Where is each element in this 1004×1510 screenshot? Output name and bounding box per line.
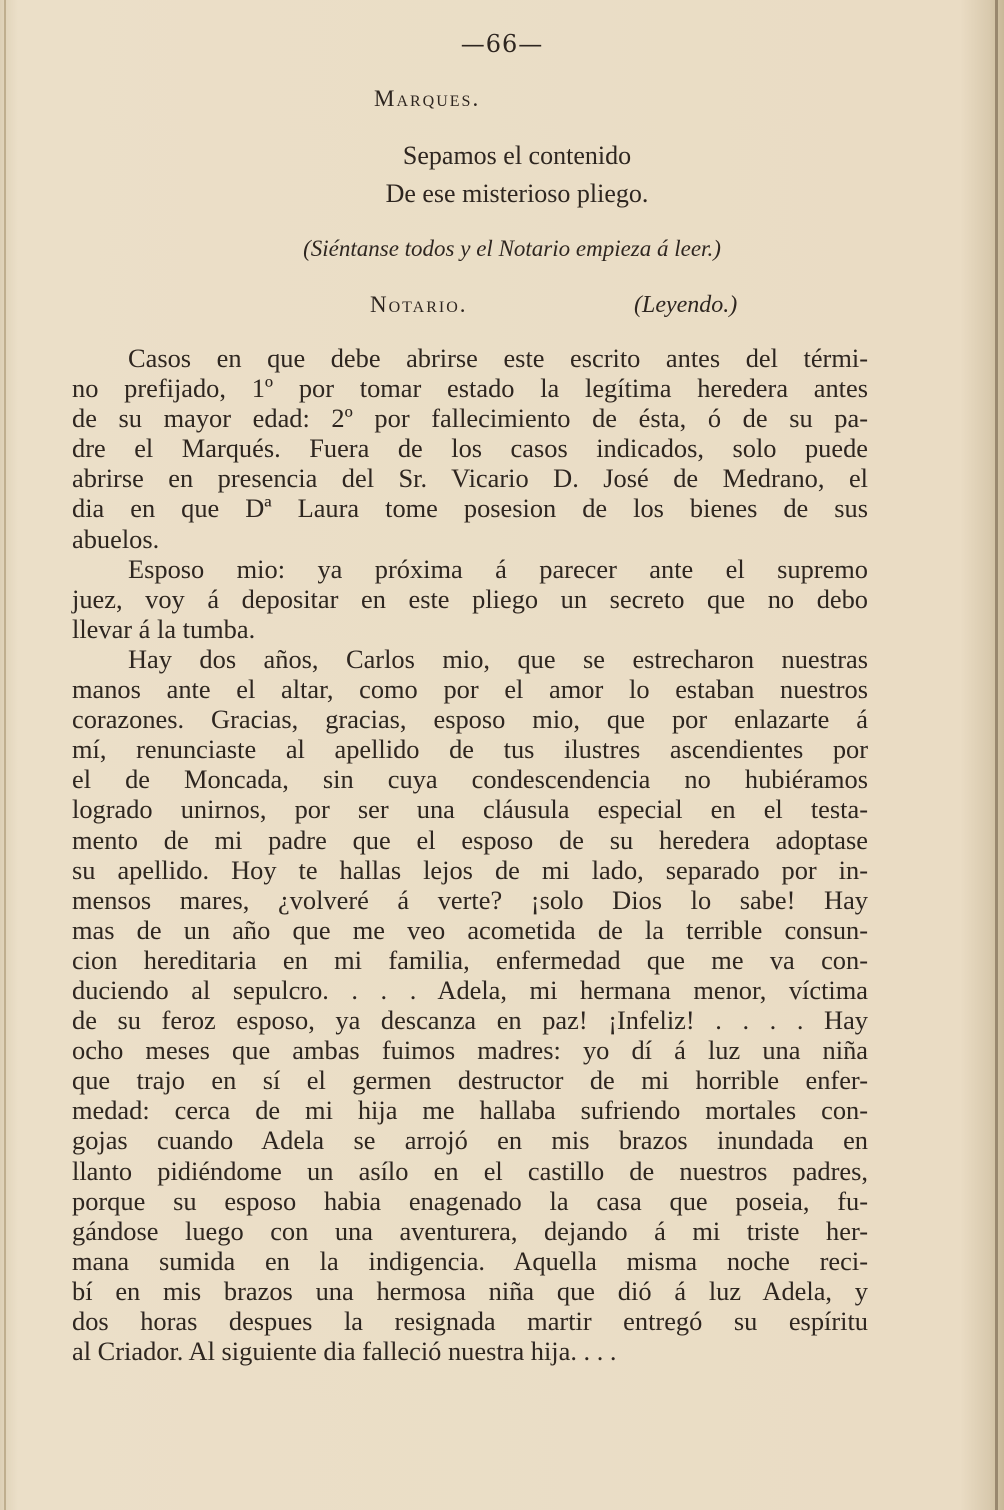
- speaker-marques: Marques.: [374, 86, 481, 111]
- text-line: Hay dos años, Carlos mio, que se estrecharon nuestras: [128, 643, 868, 674]
- text-line: mana sumida en la indigencia. Aquella misma noche reci-: [72, 1245, 868, 1276]
- paragraph: [72, 343, 868, 554]
- text-line: mento de mi padre que el esposo de su heredera adoptase: [72, 824, 868, 855]
- text-line: cion hereditaria en mi familia, enfermedad que me va con-: [72, 944, 868, 975]
- text-line: Casos en que debe abrirse este escrito antes del térmi-: [128, 343, 868, 373]
- text-line: juez, voy á depositar en este pliego un secreto que no debo: [72, 583, 868, 614]
- page-number: —66—: [460, 30, 544, 58]
- page-right-edge: [995, 0, 998, 1510]
- stage-direction: (Siéntanse todos y el Notario empieza á leer.): [303, 236, 721, 261]
- text-line: llanto pidiéndome un asílo en el castillo de nuestros padres,: [72, 1155, 868, 1186]
- text-line: dos horas despues la resignada martir entregó su espíritu: [72, 1306, 868, 1336]
- text-line: su apellido. Hoy te hallas lejos de mi lado, separado por in-: [72, 854, 868, 885]
- text-line: logrado unirnos, por ser una cláusula especial en el testa-: [72, 794, 868, 825]
- paragraph: [72, 644, 868, 1366]
- text-line: porque su esposo habia enagenado la casa que poseia, fu-: [72, 1185, 868, 1216]
- letter-body: [72, 343, 868, 1366]
- text-line: que trajo en sí el germen destructor de mi horrible enfer-: [72, 1065, 868, 1096]
- text-line: de su feroz esposo, ya descanza en paz! ¡Infeliz! . . . . Hay: [72, 1005, 868, 1036]
- text-line: el de Moncada, sin cuya condescendencia no hubiéramos: [72, 764, 868, 795]
- text-line: llevar á la tumba.: [72, 613, 256, 644]
- text-line: Esposo mio: ya próxima á parecer ante el supremo: [128, 553, 868, 584]
- paragraph: [72, 554, 868, 644]
- text-line: no prefijado, 1º por tomar estado la legítima heredera antes: [72, 373, 868, 404]
- text-line: gojas cuando Adela se arrojó en mis brazos inundada en: [72, 1125, 868, 1156]
- text-line: ocho meses que ambas fuimos madres: yo dí á luz una niña: [72, 1035, 868, 1066]
- text-line: mas de un año que me veo acometida de la terrible consun-: [72, 914, 868, 945]
- text-line: manos ante el altar, como por el amor lo estaban nuestros: [72, 674, 868, 705]
- verse-line-1: Sepamos el contenido: [402, 141, 632, 170]
- text-line: abrirse en presencia del Sr. Vicario D. José de Medrano, el: [72, 463, 868, 494]
- stage-direction-leyendo: (Leyendo.): [634, 292, 738, 318]
- text-line: dia en que Dª Laura tome posesion de los bienes de sus: [72, 493, 868, 524]
- text-line: duciendo al sepulcro. . . . Adela, mi hermana menor, víctima: [72, 974, 868, 1005]
- text-line: de su mayor edad: 2º por fallecimiento de ésta, ó de su pa-: [72, 403, 868, 434]
- text-line: corazones. Gracias, gracias, esposo mio, que por enlazarte á: [72, 704, 868, 735]
- speaker-notario: Notario.: [370, 292, 468, 317]
- text-line: mensos mares, ¿volveré á verte? ¡solo Dios lo sabe! Hay: [72, 884, 868, 915]
- text-line: gándose luego con una aventurera, dejando á mi triste her-: [72, 1215, 868, 1246]
- text-line: bí en mis brazos una hermosa niña que dió á luz Adela, y: [72, 1275, 868, 1306]
- text-line: al Criador. Al siguiente dia falleció nuestra hija. . . .: [72, 1336, 617, 1367]
- verse-line-2: De ese misterioso pliego.: [385, 179, 649, 208]
- page-left-edge: [4, 0, 6, 1510]
- text-line: medad: cerca de mi hija me hallaba sufriendo mortales con-: [72, 1095, 868, 1126]
- text-line: mí, renunciaste al apellido de tus ilustres ascendientes por: [72, 734, 868, 765]
- text-line: abuelos.: [72, 523, 160, 554]
- text-line: dre el Marqués. Fuera de los casos indicados, solo puede: [72, 433, 868, 464]
